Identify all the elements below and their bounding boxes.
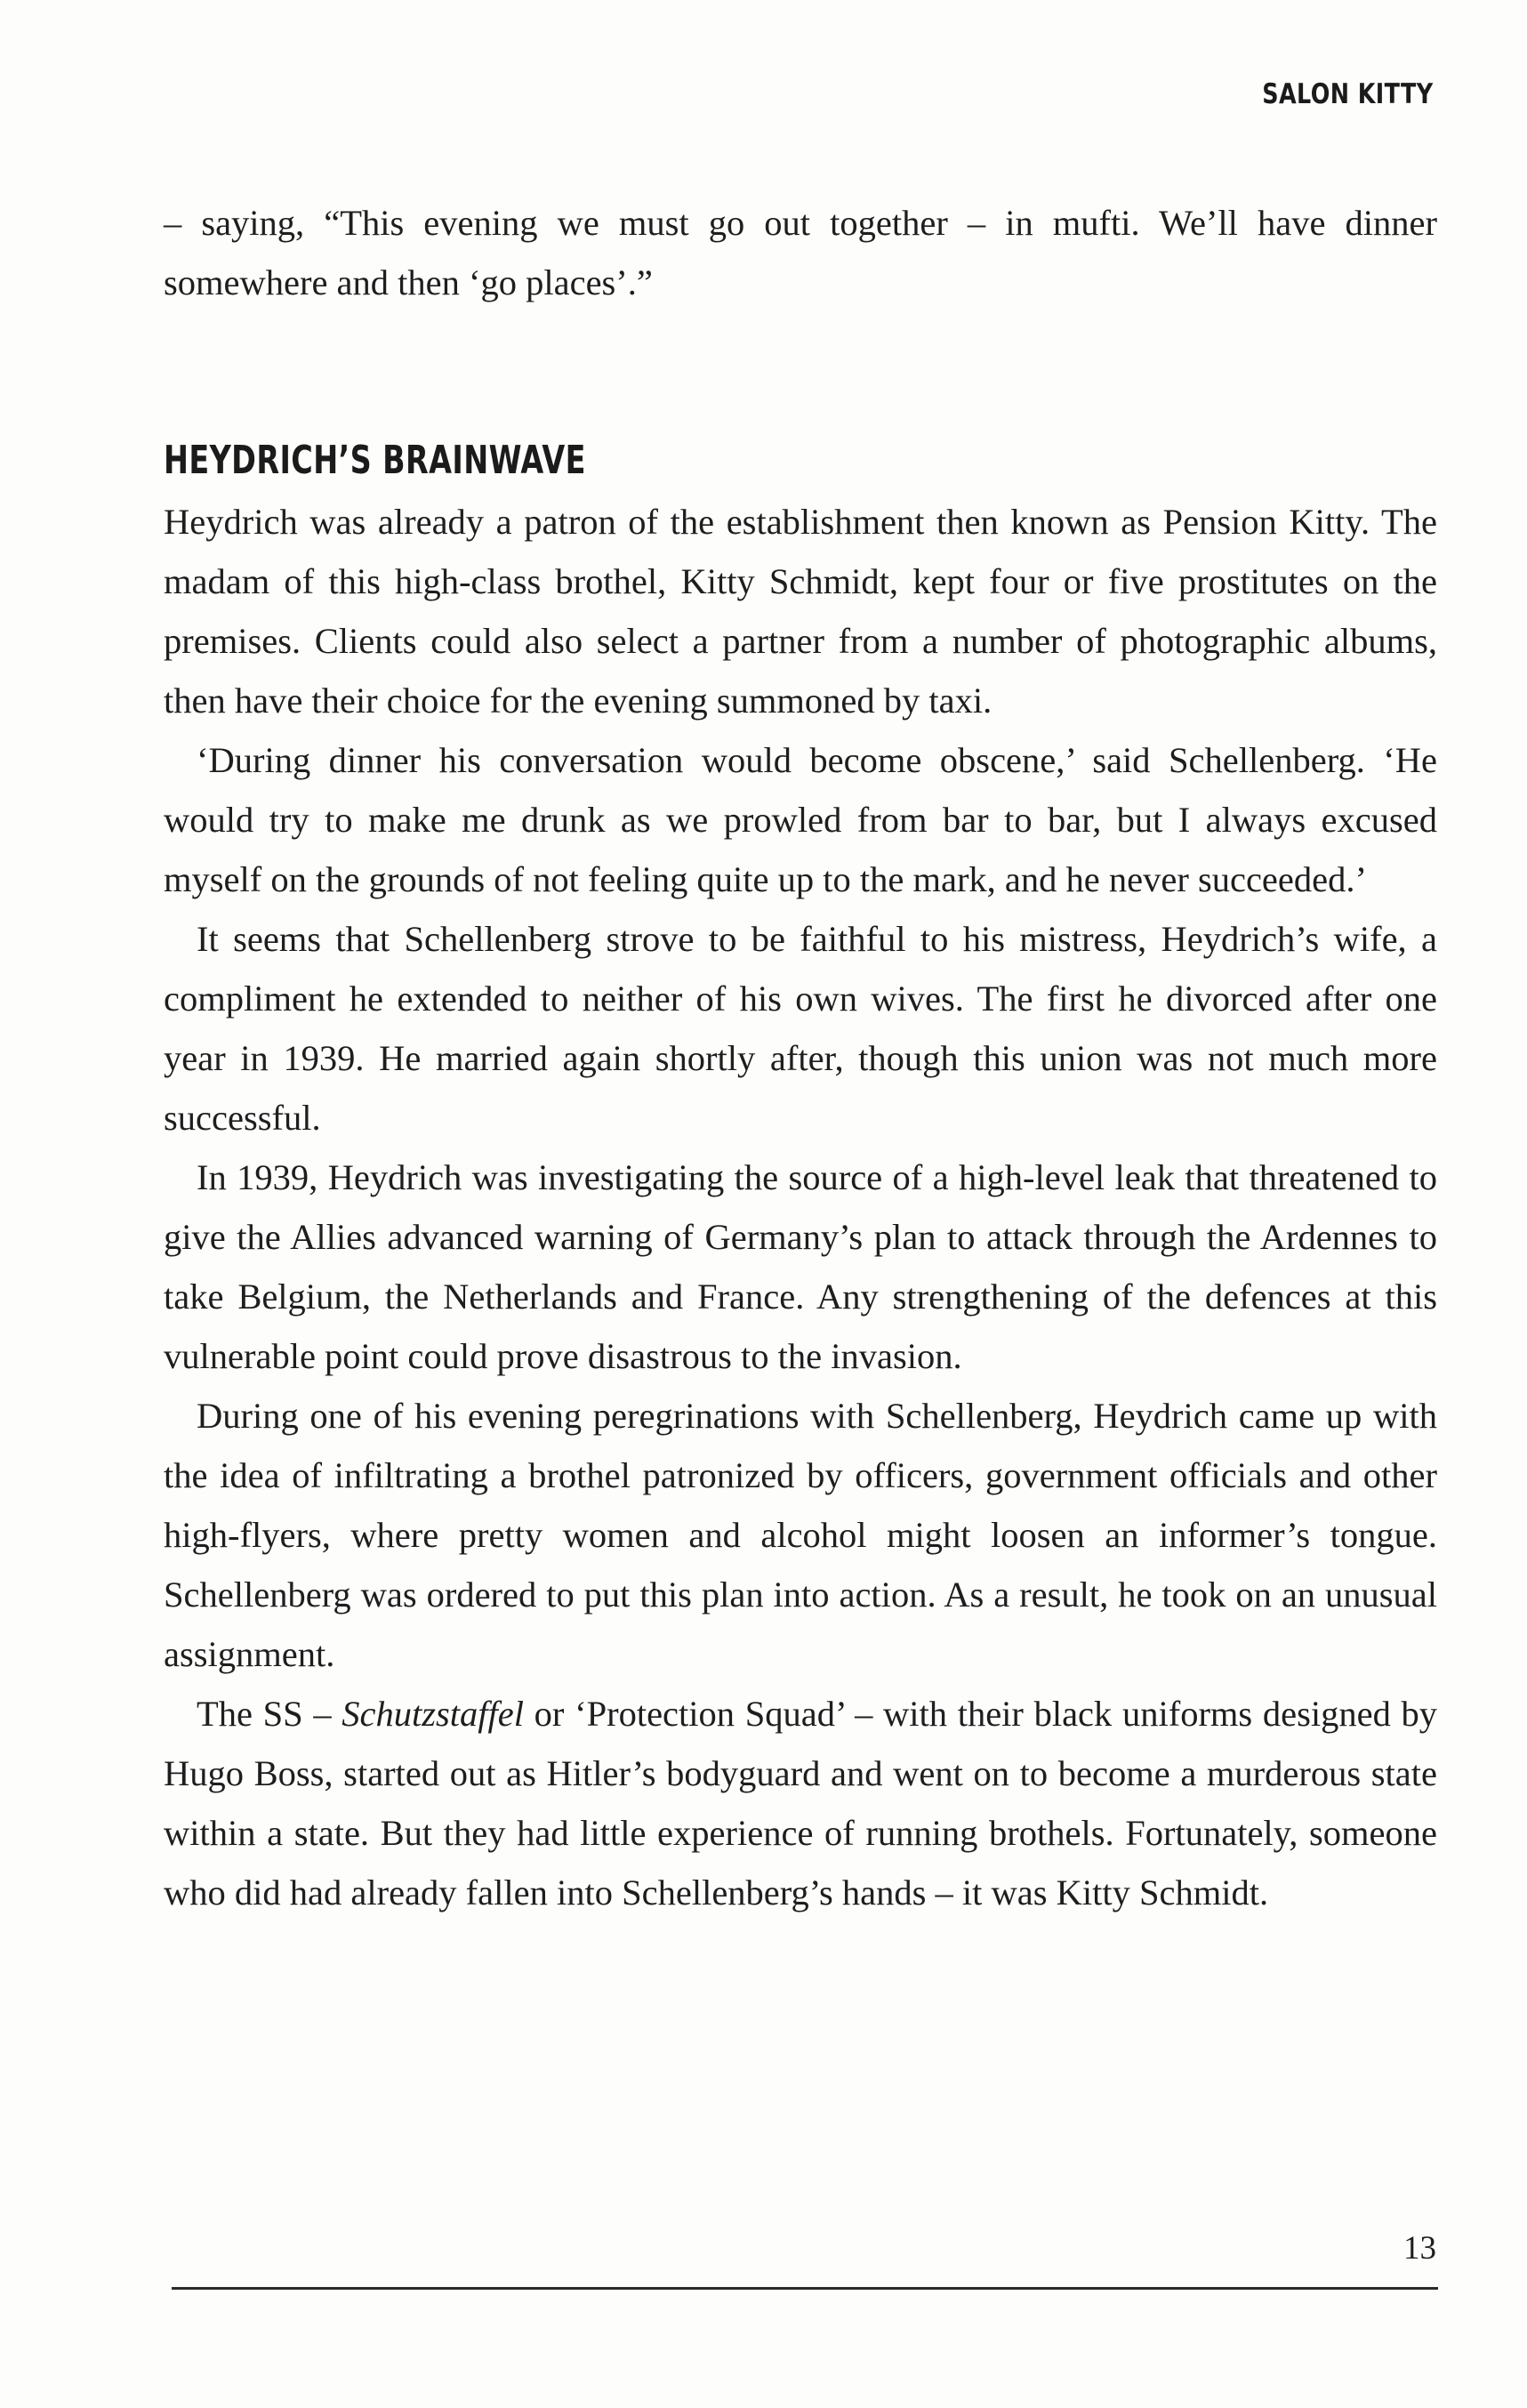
- page-number: 13: [1403, 2230, 1436, 2267]
- section-body: [164, 492, 1437, 1922]
- running-head: SALON KITTY: [1262, 78, 1434, 110]
- paragraph-2: ‘During dinner his conversation would become obscene,’ said Schellenberg. ‘He would try to make me drunk as we prowled from bar to bar, but I always excused myself on the grounds of not feeling quite up to the mark, and he never succeeded.’: [164, 740, 1437, 899]
- paragraph-6: [164, 1684, 1437, 1922]
- footer-rule: [172, 2287, 1438, 2290]
- paragraph-6-italic-term: Schutzstaffel: [342, 1694, 525, 1734]
- paragraph-6-lead: The SS –: [197, 1694, 342, 1734]
- opening-text: [164, 193, 1437, 312]
- opening-paragraph: – saying, “This evening we must go out together – in mufti. We’ll have dinner somewhere and then ‘go places’.”: [164, 203, 1437, 302]
- paragraph-3: It seems that Schellenberg strove to be faithful to his mistress, Heydrich’s wife, a compliment he extended to neither of his own wives. The first he divorced after one year in 1939. He married again shortly after, though this union was not much more successful.: [164, 919, 1437, 1138]
- paragraph-5: During one of his evening peregrinations with Schellenberg, Heydrich came up with the idea of infiltrating a brothel patronized by officers, government officials and other high-flyers, where pretty women and alcohol might loosen an informer’s tongue. Schellenberg was ordered to put this plan into action. As a result, he took on an unusual assignment.: [164, 1396, 1437, 1674]
- paragraph-1: Heydrich was already a patron of the establishment then known as Pension Kitty. The madam of this high-class brothel, Kitty Schmidt, kept four or five prostitutes on the premises. Clients could also select a partner from a number of photographic albums, then have their choice for the evening summoned by taxi.: [164, 502, 1437, 721]
- paragraph-6-rest: or ‘Protection Squad’ – with their black uniforms designed by Hugo Boss, started out as Hitler’s bodyguard and went on to become a murderous state within a state. But they had little experience of running brothels. Fortunately, someone who did had already fallen into Schellenberg’s hands – it was Kitty Schmidt.: [164, 1694, 1437, 1913]
- paragraph-4: In 1939, Heydrich was investigating the source of a high-level leak that threatened to give the Allies advanced warning of Germany’s plan to attack through the Ardennes to take Belgium, the Netherlands and France. Any strengthening of the defences at this vulnerable point could prove disastrous to the invasion.: [164, 1157, 1437, 1376]
- section-heading: HEYDRICH’S BRAINWAVE: [164, 438, 586, 483]
